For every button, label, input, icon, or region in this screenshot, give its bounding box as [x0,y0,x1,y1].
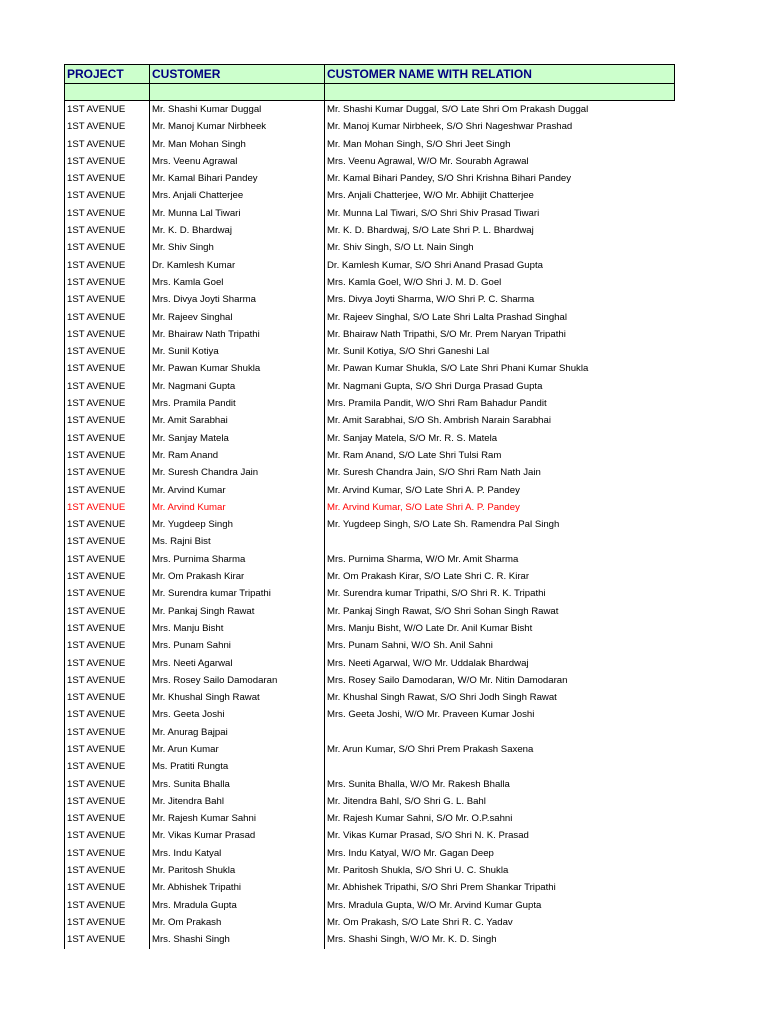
project-cell[interactable]: 1ST AVENUE [64,482,149,499]
spacer-cell[interactable] [324,84,675,101]
relation-cell[interactable]: Mr. Munna Lal Tiwari, S/O Shri Shiv Prasad Tiwari [324,205,675,222]
project-cell[interactable]: 1ST AVENUE [64,793,149,810]
customer-cell[interactable]: Mr. Om Prakash Kirar [149,568,324,585]
table-row [64,741,675,758]
table-row [64,205,675,222]
project-cell[interactable]: 1ST AVENUE [64,205,149,222]
table-row [64,533,675,550]
customer-cell[interactable]: Mr. K. D. Bhardwaj [149,222,324,239]
table-row [64,378,675,395]
table-row [64,706,675,723]
table-row [64,136,675,153]
customer-cell[interactable]: Mrs. Manju Bisht [149,620,324,637]
relation-cell[interactable]: Mr. Arvind Kumar, S/O Late Shri A. P. Pandey [324,482,675,499]
table-header-row [64,64,675,84]
table-row [64,516,675,533]
relation-cell[interactable]: Mr. Abhishek Tripathi, S/O Shri Prem Shankar Tripathi [324,879,675,896]
relation-cell[interactable]: Mrs. Divya Joyti Sharma, W/O Shri P. C. Sharma [324,291,675,308]
relation-cell[interactable]: Mrs. Purnima Sharma, W/O Mr. Amit Sharma [324,551,675,568]
table-row [64,447,675,464]
project-cell[interactable]: 1ST AVENUE [64,309,149,326]
header-project[interactable]: PROJECT [64,65,149,84]
table-row [64,724,675,741]
relation-cell[interactable]: Dr. Kamlesh Kumar, S/O Shri Anand Prasad Gupta [324,257,675,274]
customer-cell[interactable]: Mr. Ram Anand [149,447,324,464]
relation-cell[interactable]: Mrs. Pramila Pandit, W/O Shri Ram Bahadur Pandit [324,395,675,412]
relation-cell[interactable]: Mrs. Punam Sahni, W/O Sh. Anil Sahni [324,637,675,654]
relation-cell[interactable]: Mr. Pawan Kumar Shukla, S/O Late Shri Phani Kumar Shukla [324,360,675,377]
project-cell[interactable]: 1ST AVENUE [64,343,149,360]
customer-cell[interactable]: Mr. Arun Kumar [149,741,324,758]
customer-cell[interactable]: Mrs. Rosey Sailo Damodaran [149,672,324,689]
customer-cell[interactable]: Mr. Vikas Kumar Prasad [149,827,324,844]
relation-cell[interactable]: Mr. Pankaj Singh Rawat, S/O Shri Sohan Singh Rawat [324,603,675,620]
table-row [64,309,675,326]
table-row [64,430,675,447]
project-cell[interactable]: 1ST AVENUE [64,326,149,343]
table-header-spacer-row [64,84,675,101]
table-row [64,343,675,360]
relation-cell[interactable] [324,533,675,550]
project-cell[interactable]: 1ST AVENUE [64,101,149,118]
relation-cell[interactable]: Mr. Man Mohan Singh, S/O Shri Jeet Singh [324,136,675,153]
customer-cell[interactable]: Mr. Bhairaw Nath Tripathi [149,326,324,343]
customer-cell[interactable]: Mr. Kamal Bihari Pandey [149,170,324,187]
header-customer[interactable]: CUSTOMER [149,65,324,84]
relation-cell[interactable]: Mr. Amit Sarabhai, S/O Sh. Ambrish Narain Sarabhai [324,412,675,429]
project-cell[interactable]: 1ST AVENUE [64,620,149,637]
table-row [64,101,675,118]
project-cell[interactable]: 1ST AVENUE [64,378,149,395]
table-row [64,187,675,204]
relation-cell[interactable]: Mr. Yugdeep Singh, S/O Late Sh. Ramendra Pal Singh [324,516,675,533]
customer-cell[interactable]: Mrs. Punam Sahni [149,637,324,654]
relation-cell[interactable]: Mr. Vikas Kumar Prasad, S/O Shri N. K. Prasad [324,827,675,844]
customer-cell[interactable]: Dr. Kamlesh Kumar [149,257,324,274]
project-cell[interactable]: 1ST AVENUE [64,239,149,256]
customer-cell[interactable]: Mrs. Sunita Bhalla [149,776,324,793]
header-customer-relation[interactable]: CUSTOMER NAME WITH RELATION [324,65,675,84]
project-cell[interactable]: 1ST AVENUE [64,655,149,672]
table-row [64,568,675,585]
relation-cell[interactable] [324,724,675,741]
table-row [64,672,675,689]
relation-cell[interactable]: Mr. Manoj Kumar Nirbheek, S/O Shri Nageshwar Prashad [324,118,675,135]
project-cell[interactable]: 1ST AVENUE [64,464,149,481]
project-cell[interactable]: 1ST AVENUE [64,810,149,827]
customer-cell[interactable]: Mrs. Geeta Joshi [149,706,324,723]
project-cell[interactable]: 1ST AVENUE [64,914,149,931]
customer-cell[interactable]: Mr. Paritosh Shukla [149,862,324,879]
customer-cell[interactable]: Mr. Amit Sarabhai [149,412,324,429]
table-row [64,585,675,602]
spacer-cell[interactable] [149,84,324,101]
project-cell[interactable]: 1ST AVENUE [64,637,149,654]
relation-cell[interactable]: Mr. Rajesh Kumar Sahni, S/O Mr. O.P.sahni [324,810,675,827]
customer-cell[interactable]: Mr. Sunil Kotiya [149,343,324,360]
project-cell[interactable]: 1ST AVENUE [64,776,149,793]
customer-cell[interactable]: Mr. Rajesh Kumar Sahni [149,810,324,827]
relation-cell[interactable]: Mr. Sunil Kotiya, S/O Shri Ganeshi Lal [324,343,675,360]
project-cell[interactable]: 1ST AVENUE [64,499,149,516]
project-cell[interactable]: 1ST AVENUE [64,533,149,550]
table-row [64,118,675,135]
customer-cell[interactable]: Mr. Yugdeep Singh [149,516,324,533]
customer-cell[interactable]: Mr. Pankaj Singh Rawat [149,603,324,620]
project-cell[interactable]: 1ST AVENUE [64,291,149,308]
customer-cell[interactable]: Mr. Manoj Kumar Nirbheek [149,118,324,135]
table-row [64,845,675,862]
relation-cell[interactable]: Mrs. Mradula Gupta, W/O Mr. Arvind Kumar Gupta [324,897,675,914]
project-cell[interactable]: 1ST AVENUE [64,879,149,896]
table-row [64,637,675,654]
relation-cell[interactable]: Mr. Bhairaw Nath Tripathi, S/O Mr. Prem Naryan Tripathi [324,326,675,343]
customer-cell[interactable]: Mr. Nagmani Gupta [149,378,324,395]
project-cell[interactable]: 1ST AVENUE [64,827,149,844]
table-row [64,360,675,377]
table-row [64,326,675,343]
relation-cell[interactable]: Mr. Rajeev Singhal, S/O Late Shri Lalta Prashad Singhal [324,309,675,326]
table-row [64,274,675,291]
table-row [64,153,675,170]
customer-cell[interactable]: Mr. Rajeev Singhal [149,309,324,326]
customer-cell[interactable]: Ms. Pratiti Rungta [149,758,324,775]
relation-cell[interactable]: Mr. K. D. Bhardwaj, S/O Late Shri P. L. Bhardwaj [324,222,675,239]
customer-cell[interactable]: Ms. Rajni Bist [149,533,324,550]
customer-cell[interactable]: Mrs. Anjali Chatterjee [149,187,324,204]
table-row [64,291,675,308]
relation-cell[interactable]: Mr. Suresh Chandra Jain, S/O Shri Ram Nath Jain [324,464,675,481]
customer-cell[interactable]: Mrs. Purnima Sharma [149,551,324,568]
table-row [64,655,675,672]
table-row [64,758,675,775]
customer-cell[interactable]: Mrs. Kamla Goel [149,274,324,291]
project-cell[interactable]: 1ST AVENUE [64,170,149,187]
relation-cell[interactable]: Mrs. Indu Katyal, W/O Mr. Gagan Deep [324,845,675,862]
spacer-cell[interactable] [64,84,149,101]
project-cell[interactable]: 1ST AVENUE [64,222,149,239]
relation-cell[interactable]: Mr. Om Prakash, S/O Late Shri R. C. Yadav [324,914,675,931]
customer-cell[interactable]: Mr. Munna Lal Tiwari [149,205,324,222]
project-cell[interactable]: 1ST AVENUE [64,897,149,914]
customer-cell[interactable]: Mrs. Pramila Pandit [149,395,324,412]
relation-cell[interactable]: Mr. Kamal Bihari Pandey, S/O Shri Krishna Bihari Pandey [324,170,675,187]
project-cell[interactable]: 1ST AVENUE [64,845,149,862]
relation-cell[interactable]: Mr. Surendra kumar Tripathi, S/O Shri R. K. Tripathi [324,585,675,602]
project-cell[interactable]: 1ST AVENUE [64,689,149,706]
project-cell[interactable]: 1ST AVENUE [64,758,149,775]
table-row [64,793,675,810]
project-cell[interactable]: 1ST AVENUE [64,153,149,170]
customer-cell[interactable]: Mrs. Mradula Gupta [149,897,324,914]
relation-cell[interactable]: Mr. Jitendra Bahl, S/O Shri G. L. Bahl [324,793,675,810]
table-row [64,395,675,412]
relation-cell[interactable]: Mr. Khushal Singh Rawat, S/O Shri Jodh Singh Rawat [324,689,675,706]
table-row [64,914,675,931]
customer-cell[interactable]: Mr. Shiv Singh [149,239,324,256]
table-row [64,239,675,256]
relation-cell[interactable]: Mrs. Anjali Chatterjee, W/O Mr. Abhijit Chatterjee [324,187,675,204]
customer-cell[interactable]: Mrs. Shashi Singh [149,931,324,948]
table-row [64,257,675,274]
table-row [64,827,675,844]
project-cell[interactable]: 1ST AVENUE [64,931,149,948]
table-row [64,862,675,879]
customer-cell[interactable]: Mr. Suresh Chandra Jain [149,464,324,481]
table-row [64,499,675,516]
table-row [64,620,675,637]
project-cell[interactable]: 1ST AVENUE [64,447,149,464]
project-cell[interactable]: 1ST AVENUE [64,672,149,689]
relation-cell[interactable]: Mrs. Sunita Bhalla, W/O Mr. Rakesh Bhalla [324,776,675,793]
table-row [64,551,675,568]
table-row [64,897,675,914]
customer-cell[interactable]: Mr. Man Mohan Singh [149,136,324,153]
table-row [64,879,675,896]
customer-cell[interactable]: Mr. Arvind Kumar [149,499,324,516]
customer-cell[interactable]: Mr. Shashi Kumar Duggal [149,101,324,118]
customer-cell[interactable]: Mrs. Neeti Agarwal [149,655,324,672]
relation-cell[interactable]: Mrs. Geeta Joshi, W/O Mr. Praveen Kumar Joshi [324,706,675,723]
relation-cell[interactable]: Mrs. Rosey Sailo Damodaran, W/O Mr. Nitin Damodaran [324,672,675,689]
table-body [64,101,675,949]
relation-cell[interactable]: Mr. Om Prakash Kirar, S/O Late Shri C. R. Kirar [324,568,675,585]
project-cell[interactable]: 1ST AVENUE [64,603,149,620]
relation-cell[interactable]: Mr. Shashi Kumar Duggal, S/O Late Shri Om Prakash Duggal [324,101,675,118]
relation-cell[interactable]: Mrs. Veenu Agrawal, W/O Mr. Sourabh Agrawal [324,153,675,170]
relation-cell[interactable]: Mr. Shiv Singh, S/O Lt. Nain Singh [324,239,675,256]
table-row [64,170,675,187]
project-cell[interactable]: 1ST AVENUE [64,360,149,377]
customer-cell[interactable]: Mr. Om Prakash [149,914,324,931]
customer-cell[interactable]: Mrs. Divya Joyti Sharma [149,291,324,308]
project-cell[interactable]: 1ST AVENUE [64,430,149,447]
relation-cell[interactable]: Mrs. Shashi Singh, W/O Mr. K. D. Singh [324,931,675,948]
table-row [64,222,675,239]
project-cell[interactable]: 1ST AVENUE [64,585,149,602]
customer-cell[interactable]: Mr. Anurag Bajpai [149,724,324,741]
project-cell[interactable]: 1ST AVENUE [64,257,149,274]
table-row [64,603,675,620]
project-cell[interactable]: 1ST AVENUE [64,706,149,723]
relation-cell[interactable]: Mrs. Kamla Goel, W/O Shri J. M. D. Goel [324,274,675,291]
table-row [64,482,675,499]
relation-cell[interactable]: Mr. Ram Anand, S/O Late Shri Tulsi Ram [324,447,675,464]
relation-cell[interactable]: Mr. Nagmani Gupta, S/O Shri Durga Prasad Gupta [324,378,675,395]
project-cell[interactable]: 1ST AVENUE [64,741,149,758]
project-cell[interactable]: 1ST AVENUE [64,274,149,291]
project-cell[interactable]: 1ST AVENUE [64,136,149,153]
customer-cell[interactable]: Mr. Khushal Singh Rawat [149,689,324,706]
relation-cell[interactable]: Mrs. Neeti Agarwal, W/O Mr. Uddalak Bhardwaj [324,655,675,672]
customer-cell[interactable]: Mr. Jitendra Bahl [149,793,324,810]
project-cell[interactable]: 1ST AVENUE [64,568,149,585]
table-row [64,810,675,827]
customer-cell[interactable]: Mr. Arvind Kumar [149,482,324,499]
project-cell[interactable]: 1ST AVENUE [64,862,149,879]
customer-table [64,64,675,949]
project-cell[interactable]: 1ST AVENUE [64,187,149,204]
customer-cell[interactable]: Mr. Surendra kumar Tripathi [149,585,324,602]
customer-cell[interactable]: Mr. Abhishek Tripathi [149,879,324,896]
table-row [64,776,675,793]
relation-cell[interactable] [324,758,675,775]
project-cell[interactable]: 1ST AVENUE [64,118,149,135]
project-cell[interactable]: 1ST AVENUE [64,395,149,412]
relation-cell[interactable]: Mr. Arvind Kumar, S/O Late Shri A. P. Pandey [324,499,675,516]
relation-cell[interactable]: Mr. Arun Kumar, S/O Shri Prem Prakash Saxena [324,741,675,758]
table-row [64,464,675,481]
customer-cell[interactable]: Mrs. Veenu Agrawal [149,153,324,170]
relation-cell[interactable]: Mr. Paritosh Shukla, S/O Shri U. C. Shukla [324,862,675,879]
project-cell[interactable]: 1ST AVENUE [64,551,149,568]
relation-cell[interactable]: Mr. Sanjay Matela, S/O Mr. R. S. Matela [324,430,675,447]
project-cell[interactable]: 1ST AVENUE [64,724,149,741]
table-row [64,412,675,429]
project-cell[interactable]: 1ST AVENUE [64,412,149,429]
customer-cell[interactable]: Mrs. Indu Katyal [149,845,324,862]
table-row [64,931,675,948]
project-cell[interactable]: 1ST AVENUE [64,516,149,533]
relation-cell[interactable]: Mrs. Manju Bisht, W/O Late Dr. Anil Kumar Bisht [324,620,675,637]
customer-cell[interactable]: Mr. Sanjay Matela [149,430,324,447]
table-row [64,689,675,706]
customer-cell[interactable]: Mr. Pawan Kumar Shukla [149,360,324,377]
